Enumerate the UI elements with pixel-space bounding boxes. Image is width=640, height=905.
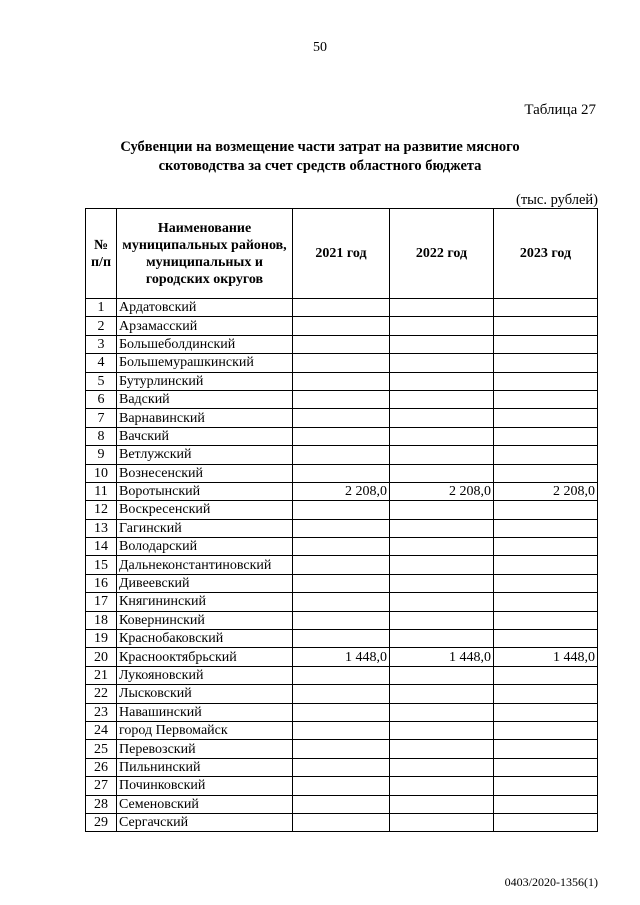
table-row xyxy=(86,464,598,482)
row-municipality: Вознесенский xyxy=(117,464,293,482)
row-number: 2 xyxy=(86,317,117,335)
row-value-2022 xyxy=(390,685,494,703)
row-value-2023 xyxy=(494,501,598,519)
table-row xyxy=(86,777,598,795)
header-2022: 2022 год xyxy=(390,209,494,299)
row-value-2022 xyxy=(390,446,494,464)
row-municipality: Вачский xyxy=(117,427,293,445)
row-value-2023 xyxy=(494,427,598,445)
row-value-2022: 1 448,0 xyxy=(390,648,494,666)
title-line-1: Субвенции на возмещение части затрат на развитие мясного xyxy=(120,139,520,155)
row-value-2023 xyxy=(494,299,598,317)
header-2021: 2021 год xyxy=(293,209,390,299)
row-value-2021 xyxy=(293,390,390,408)
row-value-2021 xyxy=(293,556,390,574)
table-row xyxy=(86,446,598,464)
table-row xyxy=(86,593,598,611)
row-municipality: город Первомайск xyxy=(117,721,293,739)
row-value-2021 xyxy=(293,740,390,758)
row-value-2023 xyxy=(494,317,598,335)
row-municipality: Дальнеконстантиновский xyxy=(117,556,293,574)
document-title xyxy=(80,138,560,176)
row-value-2022 xyxy=(390,813,494,831)
row-number: 3 xyxy=(86,335,117,353)
row-municipality: Арзамасский xyxy=(117,317,293,335)
table-row xyxy=(86,354,598,372)
table-body xyxy=(86,299,598,832)
row-value-2023 xyxy=(494,703,598,721)
row-value-2021 xyxy=(293,335,390,353)
table-row xyxy=(86,409,598,427)
row-value-2021: 2 208,0 xyxy=(293,482,390,500)
row-number: 11 xyxy=(86,482,117,500)
table-row xyxy=(86,630,598,648)
row-value-2023: 1 448,0 xyxy=(494,648,598,666)
row-municipality: Вадский xyxy=(117,390,293,408)
row-municipality: Краснооктябрьский xyxy=(117,648,293,666)
row-value-2021 xyxy=(293,501,390,519)
row-municipality: Дивеевский xyxy=(117,574,293,592)
table-row xyxy=(86,740,598,758)
row-value-2021 xyxy=(293,777,390,795)
table-row xyxy=(86,556,598,574)
row-municipality: Семеновский xyxy=(117,795,293,813)
row-value-2021 xyxy=(293,372,390,390)
row-value-2023 xyxy=(494,813,598,831)
table-row xyxy=(86,372,598,390)
row-municipality: Княгининский xyxy=(117,593,293,611)
row-value-2023 xyxy=(494,758,598,776)
row-value-2022 xyxy=(390,501,494,519)
table-row xyxy=(86,795,598,813)
row-number: 29 xyxy=(86,813,117,831)
row-value-2022 xyxy=(390,703,494,721)
table-row xyxy=(86,648,598,666)
row-value-2021 xyxy=(293,538,390,556)
row-value-2022 xyxy=(390,777,494,795)
row-municipality: Бутурлинский xyxy=(117,372,293,390)
row-municipality: Воскресенский xyxy=(117,501,293,519)
row-municipality: Варнавинский xyxy=(117,409,293,427)
row-value-2021 xyxy=(293,593,390,611)
row-municipality: Лысковский xyxy=(117,685,293,703)
table-row xyxy=(86,758,598,776)
table-row xyxy=(86,813,598,831)
row-number: 13 xyxy=(86,519,117,537)
row-municipality: Ардатовский xyxy=(117,299,293,317)
row-number: 24 xyxy=(86,721,117,739)
row-value-2021: 1 448,0 xyxy=(293,648,390,666)
row-municipality: Ветлужский xyxy=(117,446,293,464)
row-number: 15 xyxy=(86,556,117,574)
row-value-2022: 2 208,0 xyxy=(390,482,494,500)
header-number: № п/п xyxy=(86,209,117,299)
row-number: 21 xyxy=(86,666,117,684)
row-value-2022 xyxy=(390,666,494,684)
row-number: 7 xyxy=(86,409,117,427)
row-value-2022 xyxy=(390,317,494,335)
row-value-2022 xyxy=(390,519,494,537)
row-value-2023 xyxy=(494,574,598,592)
row-value-2023 xyxy=(494,611,598,629)
row-number: 16 xyxy=(86,574,117,592)
row-municipality: Ковернинский xyxy=(117,611,293,629)
header-2023: 2023 год xyxy=(494,209,598,299)
row-value-2021 xyxy=(293,464,390,482)
row-municipality: Воротынский xyxy=(117,482,293,500)
row-value-2022 xyxy=(390,556,494,574)
table-row xyxy=(86,501,598,519)
row-value-2022 xyxy=(390,409,494,427)
row-value-2021 xyxy=(293,703,390,721)
row-value-2021 xyxy=(293,519,390,537)
row-number: 28 xyxy=(86,795,117,813)
row-value-2022 xyxy=(390,354,494,372)
row-number: 1 xyxy=(86,299,117,317)
row-value-2023 xyxy=(494,593,598,611)
row-municipality: Краснобаковский xyxy=(117,630,293,648)
row-number: 19 xyxy=(86,630,117,648)
row-municipality: Навашинский xyxy=(117,703,293,721)
row-value-2021 xyxy=(293,685,390,703)
row-value-2022 xyxy=(390,464,494,482)
table-row xyxy=(86,299,598,317)
row-municipality: Починковский xyxy=(117,777,293,795)
row-value-2023 xyxy=(494,721,598,739)
table-row xyxy=(86,335,598,353)
row-municipality: Гагинский xyxy=(117,519,293,537)
row-number: 4 xyxy=(86,354,117,372)
row-value-2022 xyxy=(390,611,494,629)
row-value-2021 xyxy=(293,446,390,464)
row-value-2021 xyxy=(293,299,390,317)
row-value-2021 xyxy=(293,409,390,427)
row-value-2021 xyxy=(293,630,390,648)
row-value-2023 xyxy=(494,354,598,372)
row-number: 27 xyxy=(86,777,117,795)
row-value-2023 xyxy=(494,777,598,795)
row-value-2023 xyxy=(494,390,598,408)
row-value-2023 xyxy=(494,685,598,703)
row-number: 6 xyxy=(86,390,117,408)
row-value-2023 xyxy=(494,372,598,390)
row-number: 20 xyxy=(86,648,117,666)
row-value-2023 xyxy=(494,409,598,427)
row-municipality: Володарский xyxy=(117,538,293,556)
row-number: 8 xyxy=(86,427,117,445)
table-row xyxy=(86,519,598,537)
table-row xyxy=(86,685,598,703)
row-municipality: Перевозский xyxy=(117,740,293,758)
row-value-2022 xyxy=(390,630,494,648)
row-value-2021 xyxy=(293,317,390,335)
table-row xyxy=(86,390,598,408)
row-value-2023: 2 208,0 xyxy=(494,482,598,500)
row-number: 14 xyxy=(86,538,117,556)
row-value-2023 xyxy=(494,335,598,353)
table-row xyxy=(86,482,598,500)
row-value-2023 xyxy=(494,740,598,758)
subsidies-table xyxy=(85,208,598,832)
row-value-2022 xyxy=(390,721,494,739)
row-value-2023 xyxy=(494,519,598,537)
table-header-row xyxy=(86,209,598,299)
table-row xyxy=(86,611,598,629)
row-number: 22 xyxy=(86,685,117,703)
row-value-2023 xyxy=(494,556,598,574)
row-value-2022 xyxy=(390,574,494,592)
row-value-2022 xyxy=(390,758,494,776)
row-value-2022 xyxy=(390,593,494,611)
row-value-2021 xyxy=(293,795,390,813)
row-municipality: Сергачский xyxy=(117,813,293,831)
table-row xyxy=(86,666,598,684)
row-value-2022 xyxy=(390,427,494,445)
table-row xyxy=(86,574,598,592)
document-code: 0403/2020-1356(1) xyxy=(504,875,598,889)
table-row xyxy=(86,703,598,721)
row-value-2021 xyxy=(293,574,390,592)
row-value-2021 xyxy=(293,721,390,739)
row-number: 17 xyxy=(86,593,117,611)
row-value-2022 xyxy=(390,299,494,317)
row-value-2022 xyxy=(390,335,494,353)
row-value-2021 xyxy=(293,758,390,776)
row-value-2021 xyxy=(293,427,390,445)
table-row xyxy=(86,317,598,335)
row-value-2023 xyxy=(494,446,598,464)
row-number: 18 xyxy=(86,611,117,629)
row-value-2022 xyxy=(390,372,494,390)
page-number: 50 xyxy=(313,40,327,55)
row-value-2021 xyxy=(293,666,390,684)
row-value-2023 xyxy=(494,666,598,684)
row-value-2023 xyxy=(494,464,598,482)
row-number: 12 xyxy=(86,501,117,519)
units-label: (тыс. рублей) xyxy=(516,192,598,208)
row-value-2021 xyxy=(293,813,390,831)
row-number: 9 xyxy=(86,446,117,464)
header-municipality: Наименование муниципальных районов, муниципальных и городских округов xyxy=(117,209,293,299)
table-label: Таблица 27 xyxy=(524,102,596,118)
row-value-2022 xyxy=(390,740,494,758)
row-municipality: Пильнинский xyxy=(117,758,293,776)
row-number: 26 xyxy=(86,758,117,776)
row-value-2023 xyxy=(494,795,598,813)
row-value-2022 xyxy=(390,538,494,556)
row-value-2023 xyxy=(494,630,598,648)
row-value-2021 xyxy=(293,354,390,372)
row-number: 25 xyxy=(86,740,117,758)
table-row xyxy=(86,538,598,556)
row-number: 23 xyxy=(86,703,117,721)
table-row xyxy=(86,427,598,445)
row-municipality: Большемурашкинский xyxy=(117,354,293,372)
row-municipality: Большеболдинский xyxy=(117,335,293,353)
row-value-2022 xyxy=(390,795,494,813)
row-value-2021 xyxy=(293,611,390,629)
row-value-2023 xyxy=(494,538,598,556)
table-row xyxy=(86,721,598,739)
title-line-2: скотоводства за счет средств областного бюджета xyxy=(158,158,482,174)
row-number: 5 xyxy=(86,372,117,390)
row-number: 10 xyxy=(86,464,117,482)
row-municipality: Лукояновский xyxy=(117,666,293,684)
row-value-2022 xyxy=(390,390,494,408)
